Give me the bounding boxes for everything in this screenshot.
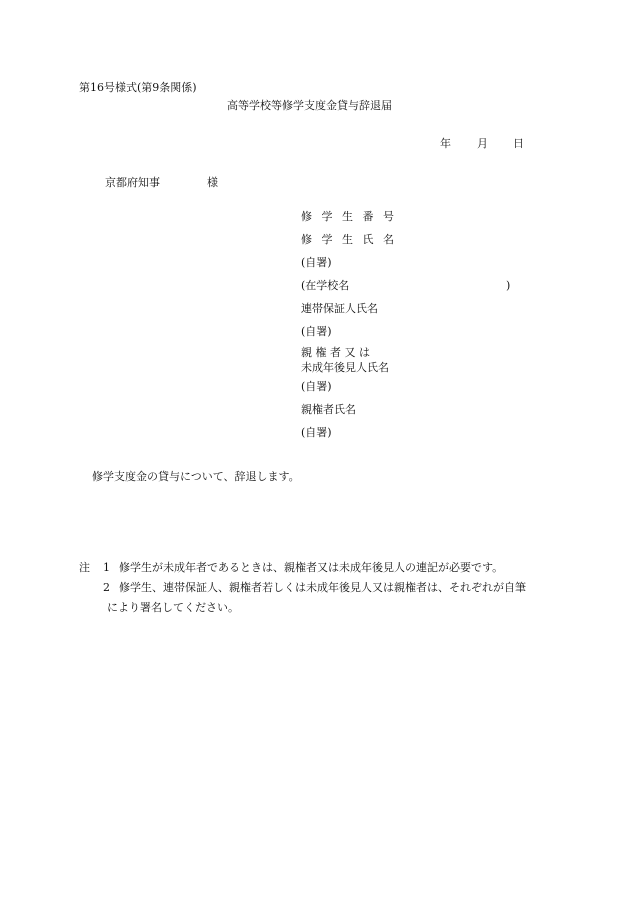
signature-note-4: (自署) <box>301 426 332 439</box>
notes-label: 注 <box>79 561 90 574</box>
guardian-label-line1: 親 権 者 又 は <box>301 346 370 359</box>
note-2-text-line2: により署名してください。 <box>107 601 239 614</box>
school-name-close-paren: ) <box>506 279 511 292</box>
student-number-label: 修 学 生 番 号 <box>301 210 397 223</box>
note-1-number: 1 <box>103 561 110 574</box>
signature-note-1: (自署) <box>301 256 332 269</box>
parent-name-label: 親権者氏名 <box>301 403 356 416</box>
signature-note-2: (自署) <box>301 325 332 338</box>
note-2-number: 2 <box>103 581 110 594</box>
signature-note-3: (自署) <box>301 380 332 393</box>
form-number: 第16号様式(第9条関係) <box>79 81 197 94</box>
note-2-text-line1: 修学生、連帯保証人、親権者若しくは未成年後見人又は親権者は、それぞれが自筆 <box>119 581 526 594</box>
guarantor-name-label: 連帯保証人氏名 <box>301 302 378 315</box>
date-line <box>440 137 530 151</box>
date-day: 日 <box>513 137 524 150</box>
date-year: 年 <box>440 137 451 150</box>
addressee-name: 京都府知事 <box>105 176 160 189</box>
school-name-label: (在学校名 <box>301 279 350 292</box>
date-month: 月 <box>477 137 488 150</box>
note-1-text: 修学生が未成年者であるときは、親権者又は未成年後見人の連記が必要です。 <box>119 561 504 574</box>
guardian-label-line2: 未成年後見人氏名 <box>301 361 389 374</box>
student-name-label: 修 学 生 氏 名 <box>301 233 397 246</box>
document-title: 高等学校等修学支度金貸与辞退届 <box>227 99 392 112</box>
declaration-text: 修学支度金の貸与について、辞退します。 <box>92 470 300 483</box>
addressee-honorific: 様 <box>207 176 218 189</box>
